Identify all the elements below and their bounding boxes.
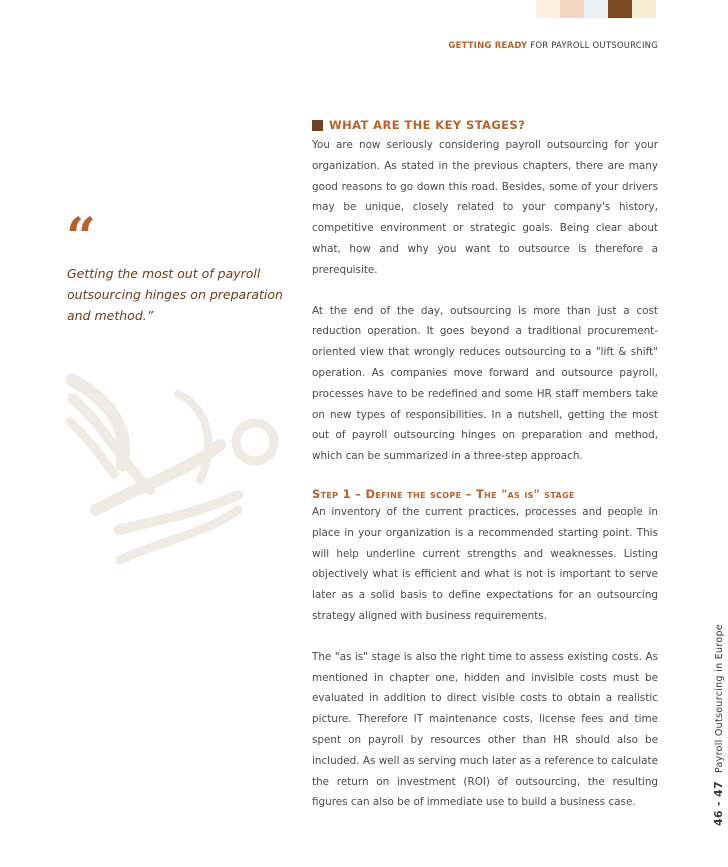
running-header-highlight: GETTING READY <box>448 41 528 51</box>
section-title <box>312 118 658 132</box>
step-1-title: Step 1 – Define the scope – The "as is" stage <box>312 486 575 501</box>
swatch-pale-yellow <box>632 0 656 18</box>
pull-quote-mark: “ <box>66 207 96 268</box>
section-paragraph-2: At the end of the day, outsourcing is more than just a cost reduction operation. It goes beyond a traditional procurement-oriented view that wrongly reduces outsourcing to a "lift & shift" operation. As companies move forward and outsource payroll, processes have to be redefined and some HR staff members take on new types of responsibilities. In a nutshell, getting the most out of payroll outsourcing hinges on preparation and method, which can be summarized in a three-step approach. <box>312 304 658 463</box>
running-header <box>448 41 658 51</box>
pull-quote-text: Getting the most out of payroll outsourcing hinges on preparation and method.” <box>67 266 283 323</box>
section-title-text: WHAT ARE THE KEY STAGES? <box>329 118 526 132</box>
page-numbers: 46 - 47 <box>712 781 725 826</box>
color-swatch-bar <box>536 0 656 18</box>
swatch-cream <box>536 0 560 18</box>
vertical-page-label <box>712 624 725 826</box>
section-paragraph-1: You are now seriously considering payroll outsourcing for your organization. As stated in the previous chapters, there are many good reasons to go down this road. Besides, some of your drivers may be unique, closely related to your company's history, competitive environment or strategic goals. Being clear about what, how and why you want to outsource is therefore a prerequisite. <box>312 139 658 276</box>
decorative-hand-illustration <box>60 370 300 600</box>
swatch-light-blue <box>584 0 608 18</box>
square-bullet-icon <box>312 120 323 131</box>
step-1-paragraph-2: The "as is" stage is also the right time to assess existing costs. As mentioned in chapter one, hidden and invisible costs must be evaluated in addition to direct visible costs to obtain a realistic picture. Therefore IT maintenance costs, license fees and time spent on payroll by resources other than HR should also be included. As well as serving much later as a reference to calculate the return on investment (ROI) of outsourcing, the resulting figures can also be of immediate use to build a business case. <box>312 650 658 809</box>
running-header-rest: FOR PAYROLL OUTSOURCING <box>527 41 658 51</box>
swatch-peach <box>560 0 584 18</box>
publication-title: Payroll Outsourcing in Europe <box>714 624 725 774</box>
step-1-paragraph-1: An inventory of the current practices, processes and people in place in your organization is a recommended starting point. This will help underline current strengths and weaknesses. Listing objectively what is efficient and what is not is important to serve later as a solid basis to define expectations for an outsourcing strategy aligned with business requirements. <box>312 505 658 622</box>
main-column <box>312 118 658 813</box>
swatch-brown <box>608 0 632 18</box>
